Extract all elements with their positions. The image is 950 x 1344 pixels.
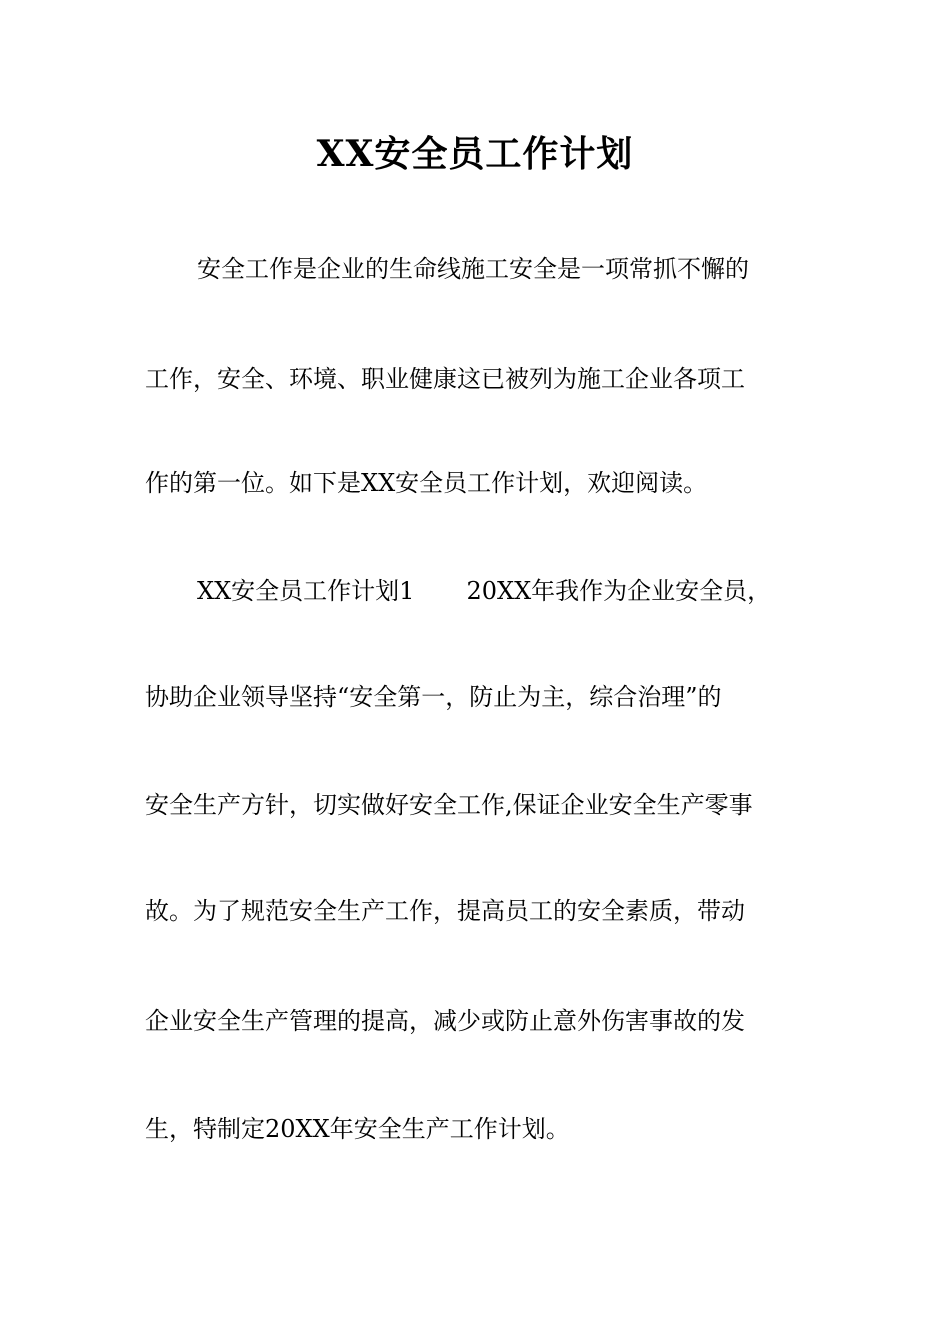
section1-line-5: 企业安全生产管理的提高，减少或防止意外伤害事故的发 (145, 1007, 745, 1035)
section1-heading: XX安全员工作计划1 (197, 577, 415, 605)
intro-line-2: 工作，安全、环境、职业健康这已被列为施工企业各项工 (145, 365, 745, 393)
section1-line-6: 生，特制定20XX年安全生产工作计划。 (145, 1115, 570, 1143)
section1-line-2: 协助企业领导坚持“安全第一，防止为主，综合治理”的 (145, 683, 722, 711)
document-title: XX安全员工作计划 (316, 133, 634, 175)
section1-first-line (197, 574, 810, 608)
section1-line-4: 故。为了规范安全生产工作，提高员工的安全素质，带动 (145, 897, 745, 925)
section1-line-3: 安全生产方针，切实做好安全工作,保证企业安全生产零事 (145, 791, 753, 819)
section1-lead: 20XX年我作为企业安全员， (466, 577, 772, 605)
intro-line-3: 作的第一位。如下是XX安全员工作计划，欢迎阅读。 (145, 469, 708, 497)
intro-line-1: 安全工作是企业的生命线施工安全是一项常抓不懈的 (197, 255, 749, 283)
